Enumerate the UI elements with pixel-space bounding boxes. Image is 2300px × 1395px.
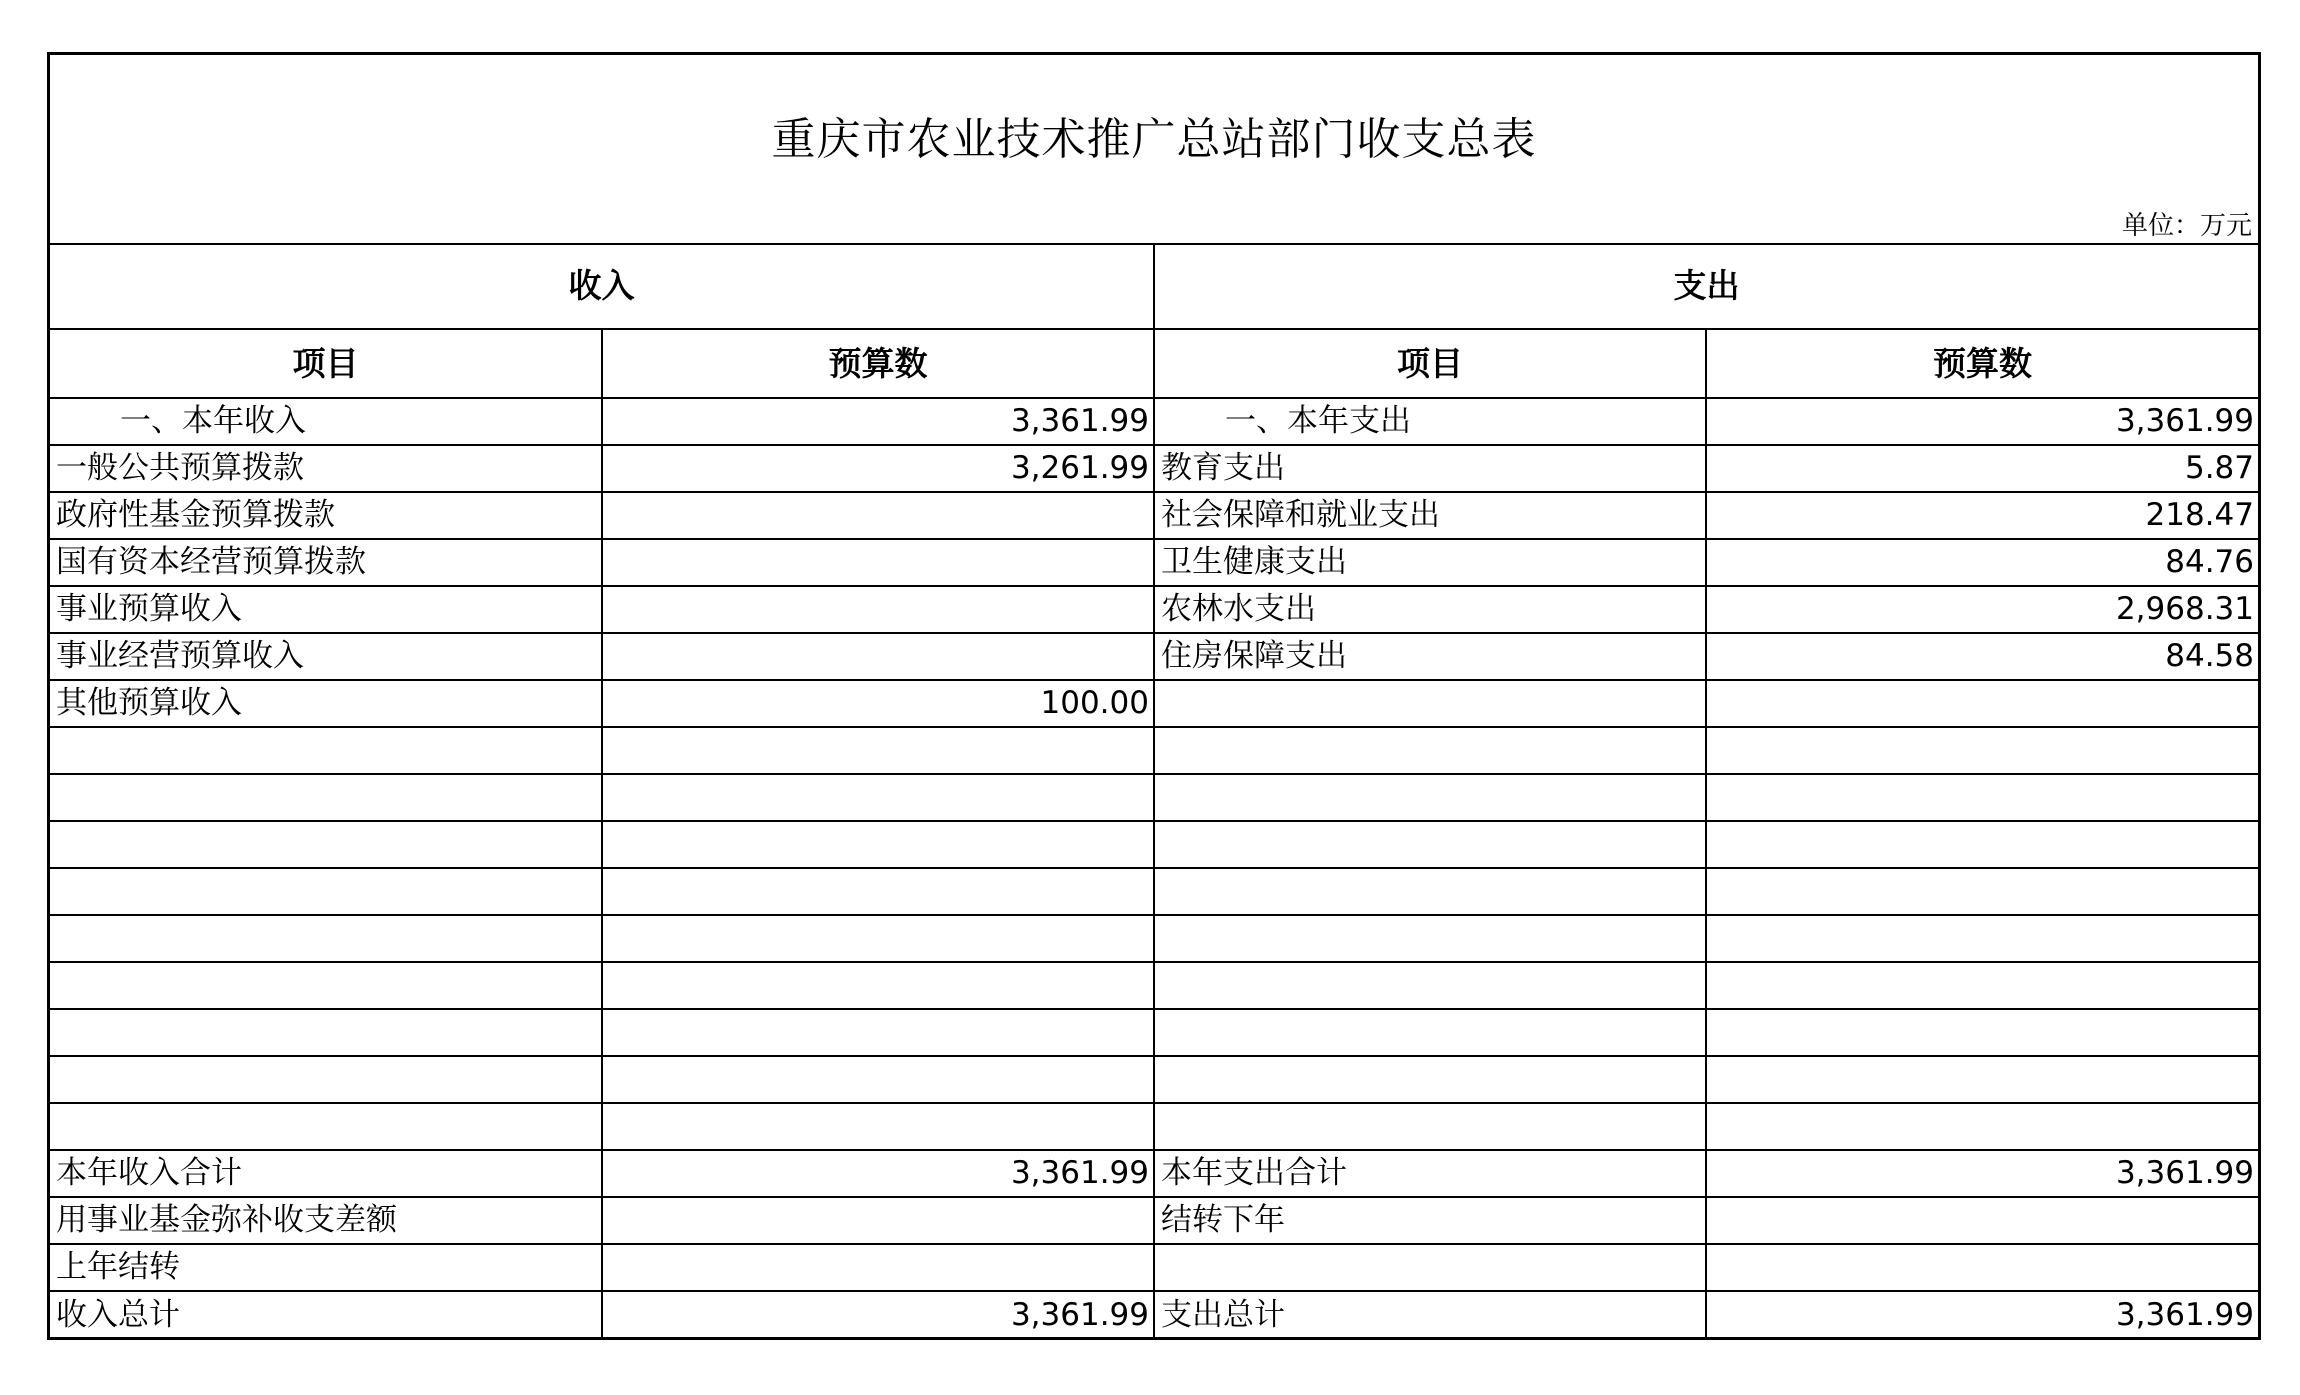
expense-budget-cell — [1706, 1244, 2258, 1291]
table-row — [50, 680, 2258, 727]
income-budget-cell — [602, 586, 1154, 633]
expense-budget-cell — [1706, 1103, 2258, 1150]
expense-item-cell — [1154, 868, 1706, 915]
table-row — [50, 586, 2258, 633]
income-budget-cell — [602, 1103, 1154, 1150]
income-budget-cell — [602, 868, 1154, 915]
expense-item-cell — [1154, 727, 1706, 774]
income-item-cell: 事业经营预算收入 — [50, 633, 602, 680]
table-row — [50, 774, 2258, 821]
table-row — [50, 1291, 2258, 1338]
expense-budget-cell — [1706, 1009, 2258, 1056]
expense-budget-cell: 84.76 — [1706, 539, 2258, 586]
income-item-cell: 上年结转 — [50, 1244, 602, 1291]
section-header-row — [50, 243, 2258, 329]
income-section-header: 收入 — [50, 243, 1154, 329]
income-item-cell — [50, 821, 602, 868]
page-title: 重庆市农业技术推广总站部门收支总表 — [771, 114, 1537, 165]
income-item-cell — [50, 962, 602, 1009]
expense-budget-cell: 3,361.99 — [1706, 1291, 2258, 1338]
income-item-cell — [50, 1056, 602, 1103]
income-item-cell — [50, 774, 602, 821]
income-budget-cell — [602, 1197, 1154, 1244]
income-item-cell: 本年收入合计 — [50, 1150, 602, 1197]
budget-table — [50, 243, 2258, 1338]
expense-budget-cell — [1706, 774, 2258, 821]
expense-item-cell — [1154, 962, 1706, 1009]
expense-item-cell — [1154, 680, 1706, 727]
income-budget-cell — [602, 774, 1154, 821]
income-item-header: 项目 — [50, 329, 602, 398]
table-row — [50, 727, 2258, 774]
expense-item-cell: 支出总计 — [1154, 1291, 1706, 1338]
expense-item-cell: 住房保障支出 — [1154, 633, 1706, 680]
income-item-cell: 政府性基金预算拨款 — [50, 492, 602, 539]
income-item-cell: 事业预算收入 — [50, 586, 602, 633]
expense-budget-cell — [1706, 1056, 2258, 1103]
expense-item-cell: 社会保障和就业支出 — [1154, 492, 1706, 539]
expense-budget-cell — [1706, 1197, 2258, 1244]
expense-budget-cell: 5.87 — [1706, 445, 2258, 492]
income-budget-cell — [602, 727, 1154, 774]
expense-budget-cell — [1706, 680, 2258, 727]
income-budget-cell: 3,261.99 — [602, 445, 1154, 492]
table-row — [50, 398, 2258, 445]
expense-item-cell: 结转下年 — [1154, 1197, 1706, 1244]
unit-label: 单位：万元 — [2121, 211, 2252, 241]
table-row — [50, 633, 2258, 680]
expense-item-cell: 农林水支出 — [1154, 586, 1706, 633]
table-row — [50, 1244, 2258, 1291]
expense-budget-cell: 84.58 — [1706, 633, 2258, 680]
expense-item-cell — [1154, 915, 1706, 962]
income-item-cell — [50, 1103, 602, 1150]
income-item-cell: 一般公共预算拨款 — [50, 445, 602, 492]
income-budget-cell — [602, 633, 1154, 680]
table-row — [50, 445, 2258, 492]
expense-item-cell — [1154, 1103, 1706, 1150]
income-budget-header: 预算数 — [602, 329, 1154, 398]
table-row — [50, 915, 2258, 962]
table-row — [50, 962, 2258, 1009]
income-budget-cell — [602, 1056, 1154, 1103]
expense-item-cell — [1154, 1009, 1706, 1056]
expense-item-cell — [1154, 1244, 1706, 1291]
table-row — [50, 539, 2258, 586]
income-item-cell: 其他预算收入 — [50, 680, 602, 727]
expense-budget-cell: 2,968.31 — [1706, 586, 2258, 633]
expense-item-cell: 教育支出 — [1154, 445, 1706, 492]
table-row — [50, 1197, 2258, 1244]
income-budget-cell — [602, 915, 1154, 962]
income-budget-cell: 100.00 — [602, 680, 1154, 727]
income-item-cell — [50, 727, 602, 774]
expense-item-header: 项目 — [1154, 329, 1706, 398]
income-budget-cell: 3,361.99 — [602, 398, 1154, 445]
income-item-cell: 国有资本经营预算拨款 — [50, 539, 602, 586]
expense-budget-cell — [1706, 727, 2258, 774]
income-item-cell — [50, 868, 602, 915]
table-row — [50, 1056, 2258, 1103]
expense-item-cell — [1154, 774, 1706, 821]
income-budget-cell — [602, 1244, 1154, 1291]
income-budget-cell: 3,361.99 — [602, 1291, 1154, 1338]
expense-item-cell — [1154, 821, 1706, 868]
income-budget-cell — [602, 821, 1154, 868]
expense-budget-cell: 218.47 — [1706, 492, 2258, 539]
income-item-cell: 收入总计 — [50, 1291, 602, 1338]
budget-sheet — [47, 52, 2261, 1340]
table-row — [50, 492, 2258, 539]
expense-budget-header: 预算数 — [1706, 329, 2258, 398]
income-budget-cell — [602, 1009, 1154, 1056]
table-row — [50, 1103, 2258, 1150]
income-budget-cell — [602, 962, 1154, 1009]
expense-item-cell: 本年支出合计 — [1154, 1150, 1706, 1197]
income-item-cell: 一、本年收入 — [50, 398, 602, 445]
title-area — [50, 55, 2258, 245]
expense-budget-cell: 3,361.99 — [1706, 1150, 2258, 1197]
table-row — [50, 821, 2258, 868]
income-budget-cell — [602, 539, 1154, 586]
expense-budget-cell — [1706, 821, 2258, 868]
expense-item-cell — [1154, 1056, 1706, 1103]
table-row — [50, 1009, 2258, 1056]
expense-item-cell: 一、本年支出 — [1154, 398, 1706, 445]
expense-budget-cell: 3,361.99 — [1706, 398, 2258, 445]
income-item-cell — [50, 915, 602, 962]
income-item-cell: 用事业基金弥补收支差额 — [50, 1197, 602, 1244]
expense-budget-cell — [1706, 868, 2258, 915]
column-header-row — [50, 329, 2258, 398]
table-row — [50, 868, 2258, 915]
expense-budget-cell — [1706, 915, 2258, 962]
expense-item-cell: 卫生健康支出 — [1154, 539, 1706, 586]
income-item-cell — [50, 1009, 602, 1056]
income-budget-cell — [602, 492, 1154, 539]
table-row — [50, 1150, 2258, 1197]
expense-section-header: 支出 — [1154, 243, 2258, 329]
income-budget-cell: 3,361.99 — [602, 1150, 1154, 1197]
expense-budget-cell — [1706, 962, 2258, 1009]
